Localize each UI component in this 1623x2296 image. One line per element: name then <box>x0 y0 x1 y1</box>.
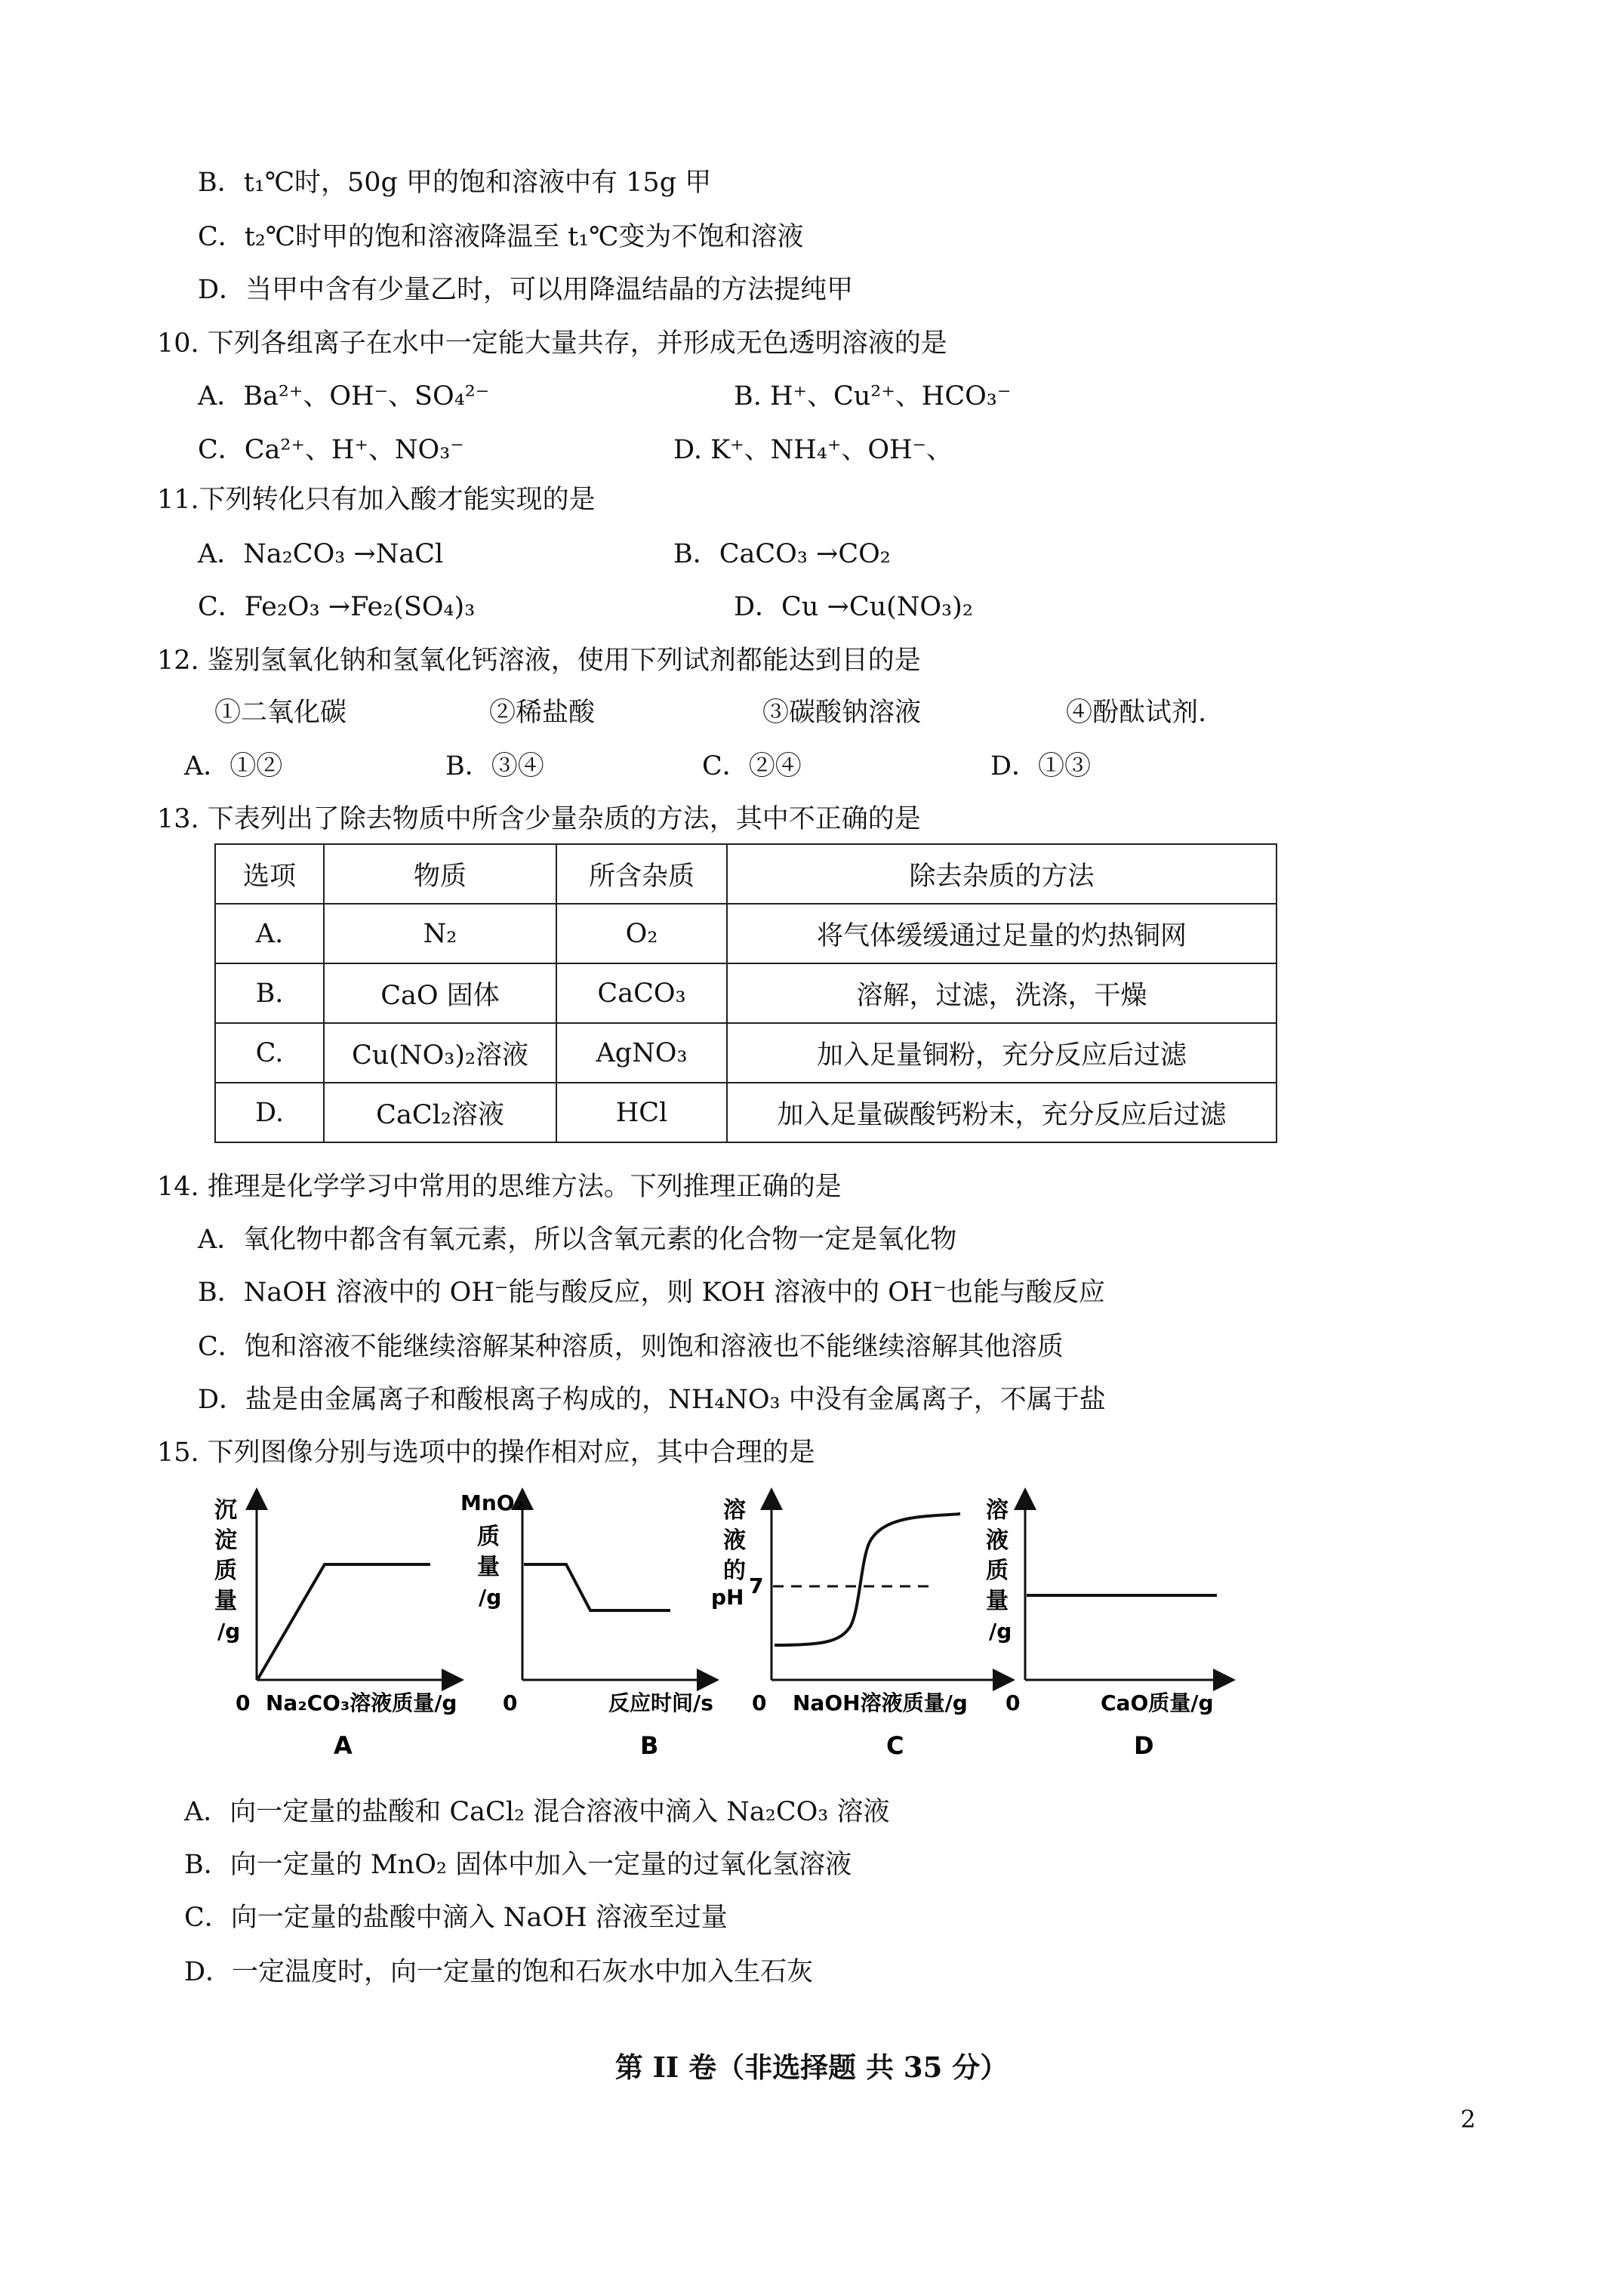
q12-reagent-1: ①二氧化碳 <box>214 698 347 728</box>
q12-reagent-3: ③碳酸钠溶液 <box>762 698 922 728</box>
q12-reagent-4: ④酚酞试剂. <box>1066 698 1207 728</box>
table-row <box>215 1083 1277 1142</box>
q15-option-a: A．向一定量的盐酸和 CaCl₂ 混合溶液中滴入 Na₂CO₃ 溶液 <box>184 1797 890 1827</box>
table-cell: A. <box>215 904 324 963</box>
q14-option-d: D．盐是由金属离子和酸根离子构成的，NH₄NO₃ 中没有金属离子，不属于盐 <box>198 1385 1106 1415</box>
part-title: 第 II 卷（非选择题 共 35 分） <box>614 2051 1009 2084</box>
table-cell: 加入足量铜粉，充分反应后过滤 <box>727 1023 1277 1083</box>
table-cell: N₂ <box>324 904 556 963</box>
q9-option-d: D．当甲中含有少量乙时，可以用降温结晶的方法提纯甲 <box>198 275 854 305</box>
graph-c-origin: 0 <box>752 1690 767 1715</box>
graph-b-ylabel-3: 量 <box>477 1554 500 1580</box>
q15-option-b: B．向一定量的 MnO₂ 固体中加入一定量的过氧化氢溶液 <box>184 1850 852 1880</box>
graph-b-ylabel-1: MnO₂ <box>460 1490 524 1515</box>
table-cell: C. <box>215 1023 324 1083</box>
table-cell: D. <box>215 1083 324 1142</box>
table-cell: B. <box>215 963 324 1023</box>
q9-option-c: C．t₂℃时甲的饱和溶液降温至 t₁℃变为不饱和溶液 <box>198 222 804 252</box>
q12-option-a: A．①② <box>184 751 283 781</box>
graph-c-ylabel-2: 液 <box>723 1527 746 1554</box>
q9-option-b: B．t₁℃时，50g 甲的饱和溶液中有 15g 甲 <box>198 168 712 198</box>
graph-c-ylabel-1: 溶 <box>723 1497 746 1524</box>
q14-stem: 14. 推理是化学学习中常用的思维方法。下列推理正确的是 <box>157 1172 842 1202</box>
graph-c-caption: C <box>886 1731 904 1760</box>
graph-d-xlabel: CaO质量/g <box>1101 1690 1214 1715</box>
table-cell: Cu(NO₃)₂溶液 <box>324 1023 556 1083</box>
q15-option-d: D．一定温度时，向一定量的饱和石灰水中加入生石灰 <box>184 1957 814 1987</box>
graph-c <box>711 1497 1004 1760</box>
graph-d-ylabel-4: 量 <box>986 1588 1009 1614</box>
table-cell: CaCl₂溶液 <box>324 1083 556 1142</box>
table-cell: HCl <box>556 1083 727 1142</box>
q12-stem: 12. 鉴别氢氧化钠和氢氧化钙溶液，使用下列试剂都能达到目的是 <box>157 646 921 676</box>
q12-option-b: B．③④ <box>445 751 544 781</box>
q15-stem: 15. 下列图像分别与选项中的操作相对应，其中合理的是 <box>157 1438 815 1468</box>
q14-option-b: B．NaOH 溶液中的 OH⁻能与酸反应，则 KOH 溶液中的 OH⁻也能与酸反应 <box>198 1277 1105 1308</box>
graph-c-curve <box>775 1514 960 1645</box>
table-header-cell: 物质 <box>324 844 556 904</box>
graph-b-caption: B <box>640 1731 659 1760</box>
q13-table <box>214 843 1277 1143</box>
graph-b-curve <box>524 1564 670 1610</box>
graph-a <box>214 1497 457 1760</box>
graph-d-ylabel-3: 质 <box>986 1558 1009 1584</box>
graph-a-ylabel-4: 量 <box>214 1588 237 1614</box>
table-cell: 溶解，过滤，洗涤，干燥 <box>727 963 1277 1023</box>
graph-c-xlabel: NaOH溶液质量/g <box>793 1690 968 1715</box>
q10-option-a: A．Ba²⁺、OH⁻、SO₄²⁻ <box>198 381 490 411</box>
graph-b-origin: 0 <box>503 1690 518 1715</box>
q12-reagent-2: ②稀盐酸 <box>489 698 596 728</box>
q11-option-b: B．CaCO₃ →CO₂ <box>673 539 891 569</box>
graph-a-origin: 0 <box>236 1690 251 1715</box>
table-cell: AgNO₃ <box>556 1023 727 1083</box>
graph-b <box>460 1490 713 1760</box>
graph-d-ylabel-2: 液 <box>986 1527 1009 1554</box>
table-cell: CaCO₃ <box>556 963 727 1023</box>
table-cell: CaO 固体 <box>324 963 556 1023</box>
q11-option-d: D．Cu →Cu(NO₃)₂ <box>734 592 973 622</box>
graph-a-ylabel-2: 淀 <box>214 1527 237 1554</box>
graph-b-ylabel-4: /g <box>479 1585 502 1610</box>
graph-a-ylabel-5: /g <box>217 1619 241 1644</box>
table-header-row <box>215 844 1277 904</box>
table-header-cell: 除去杂质的方法 <box>727 844 1277 904</box>
table-cell: O₂ <box>556 904 727 963</box>
q13-stem: 13. 下表列出了除去物质中所含少量杂质的方法，其中不正确的是 <box>157 804 921 834</box>
graph-d <box>986 1497 1224 1760</box>
graph-d-caption: D <box>1134 1731 1154 1760</box>
graph-a-xlabel: Na₂CO₃溶液质量/g <box>266 1690 457 1715</box>
graph-d-origin: 0 <box>1006 1690 1021 1715</box>
graph-c-tick-7: 7 <box>749 1573 764 1598</box>
graph-b-xlabel: 反应时间/s <box>608 1690 713 1715</box>
q14-option-c: C．饱和溶液不能继续溶解某种溶质，则饱和溶液也不能继续溶解其他溶质 <box>198 1332 1064 1362</box>
graph-a-ylabel-1: 沉 <box>214 1497 237 1524</box>
q15-graphs <box>204 1484 1276 1771</box>
page-number: 2 <box>1460 2105 1476 2134</box>
graph-a-caption: A <box>334 1731 353 1760</box>
q10-option-d: D. K⁺、NH₄⁺、OH⁻、 <box>673 435 953 465</box>
q11-option-c: C．Fe₂O₃ →Fe₂(SO₄)₃ <box>198 592 476 622</box>
graph-a-ylabel-3: 质 <box>214 1558 237 1584</box>
q12-option-d: D．①③ <box>990 751 1092 781</box>
graph-b-ylabel-2: 质 <box>477 1524 500 1550</box>
table-row <box>215 963 1277 1023</box>
graph-c-ylabel-3: 的 <box>723 1558 746 1584</box>
q15-option-c: C．向一定量的盐酸中滴入 NaOH 溶液至过量 <box>184 1903 728 1933</box>
table-header-cell: 所含杂质 <box>556 844 727 904</box>
q11-stem: 11.下列转化只有加入酸才能实现的是 <box>157 485 596 515</box>
table-header-cell: 选项 <box>215 844 324 904</box>
graph-d-ylabel-1: 溶 <box>986 1497 1009 1524</box>
graph-d-ylabel-5: /g <box>989 1619 1012 1644</box>
table-row <box>215 1023 1277 1083</box>
q12-option-c: C．②④ <box>702 751 802 781</box>
table-row <box>215 904 1277 963</box>
graph-c-ylabel-4: pH <box>711 1585 744 1610</box>
graph-a-curve <box>258 1564 430 1678</box>
q14-option-a: A．氧化物中都含有氧元素，所以含氧元素的化合物一定是氧化物 <box>198 1225 957 1255</box>
q10-stem: 10. 下列各组离子在水中一定能大量共存，并形成无色透明溶液的是 <box>157 328 947 359</box>
table-cell: 将气体缓缓通过足量的灼热铜网 <box>727 904 1277 963</box>
q11-option-a: A．Na₂CO₃ →NaCl <box>198 539 444 569</box>
q10-option-b: B. H⁺、Cu²⁺、HCO₃⁻ <box>734 381 1012 411</box>
table-cell: 加入足量碳酸钙粉末，充分反应后过滤 <box>727 1083 1277 1142</box>
q10-option-c: C．Ca²⁺、H⁺、NO₃⁻ <box>198 435 464 465</box>
